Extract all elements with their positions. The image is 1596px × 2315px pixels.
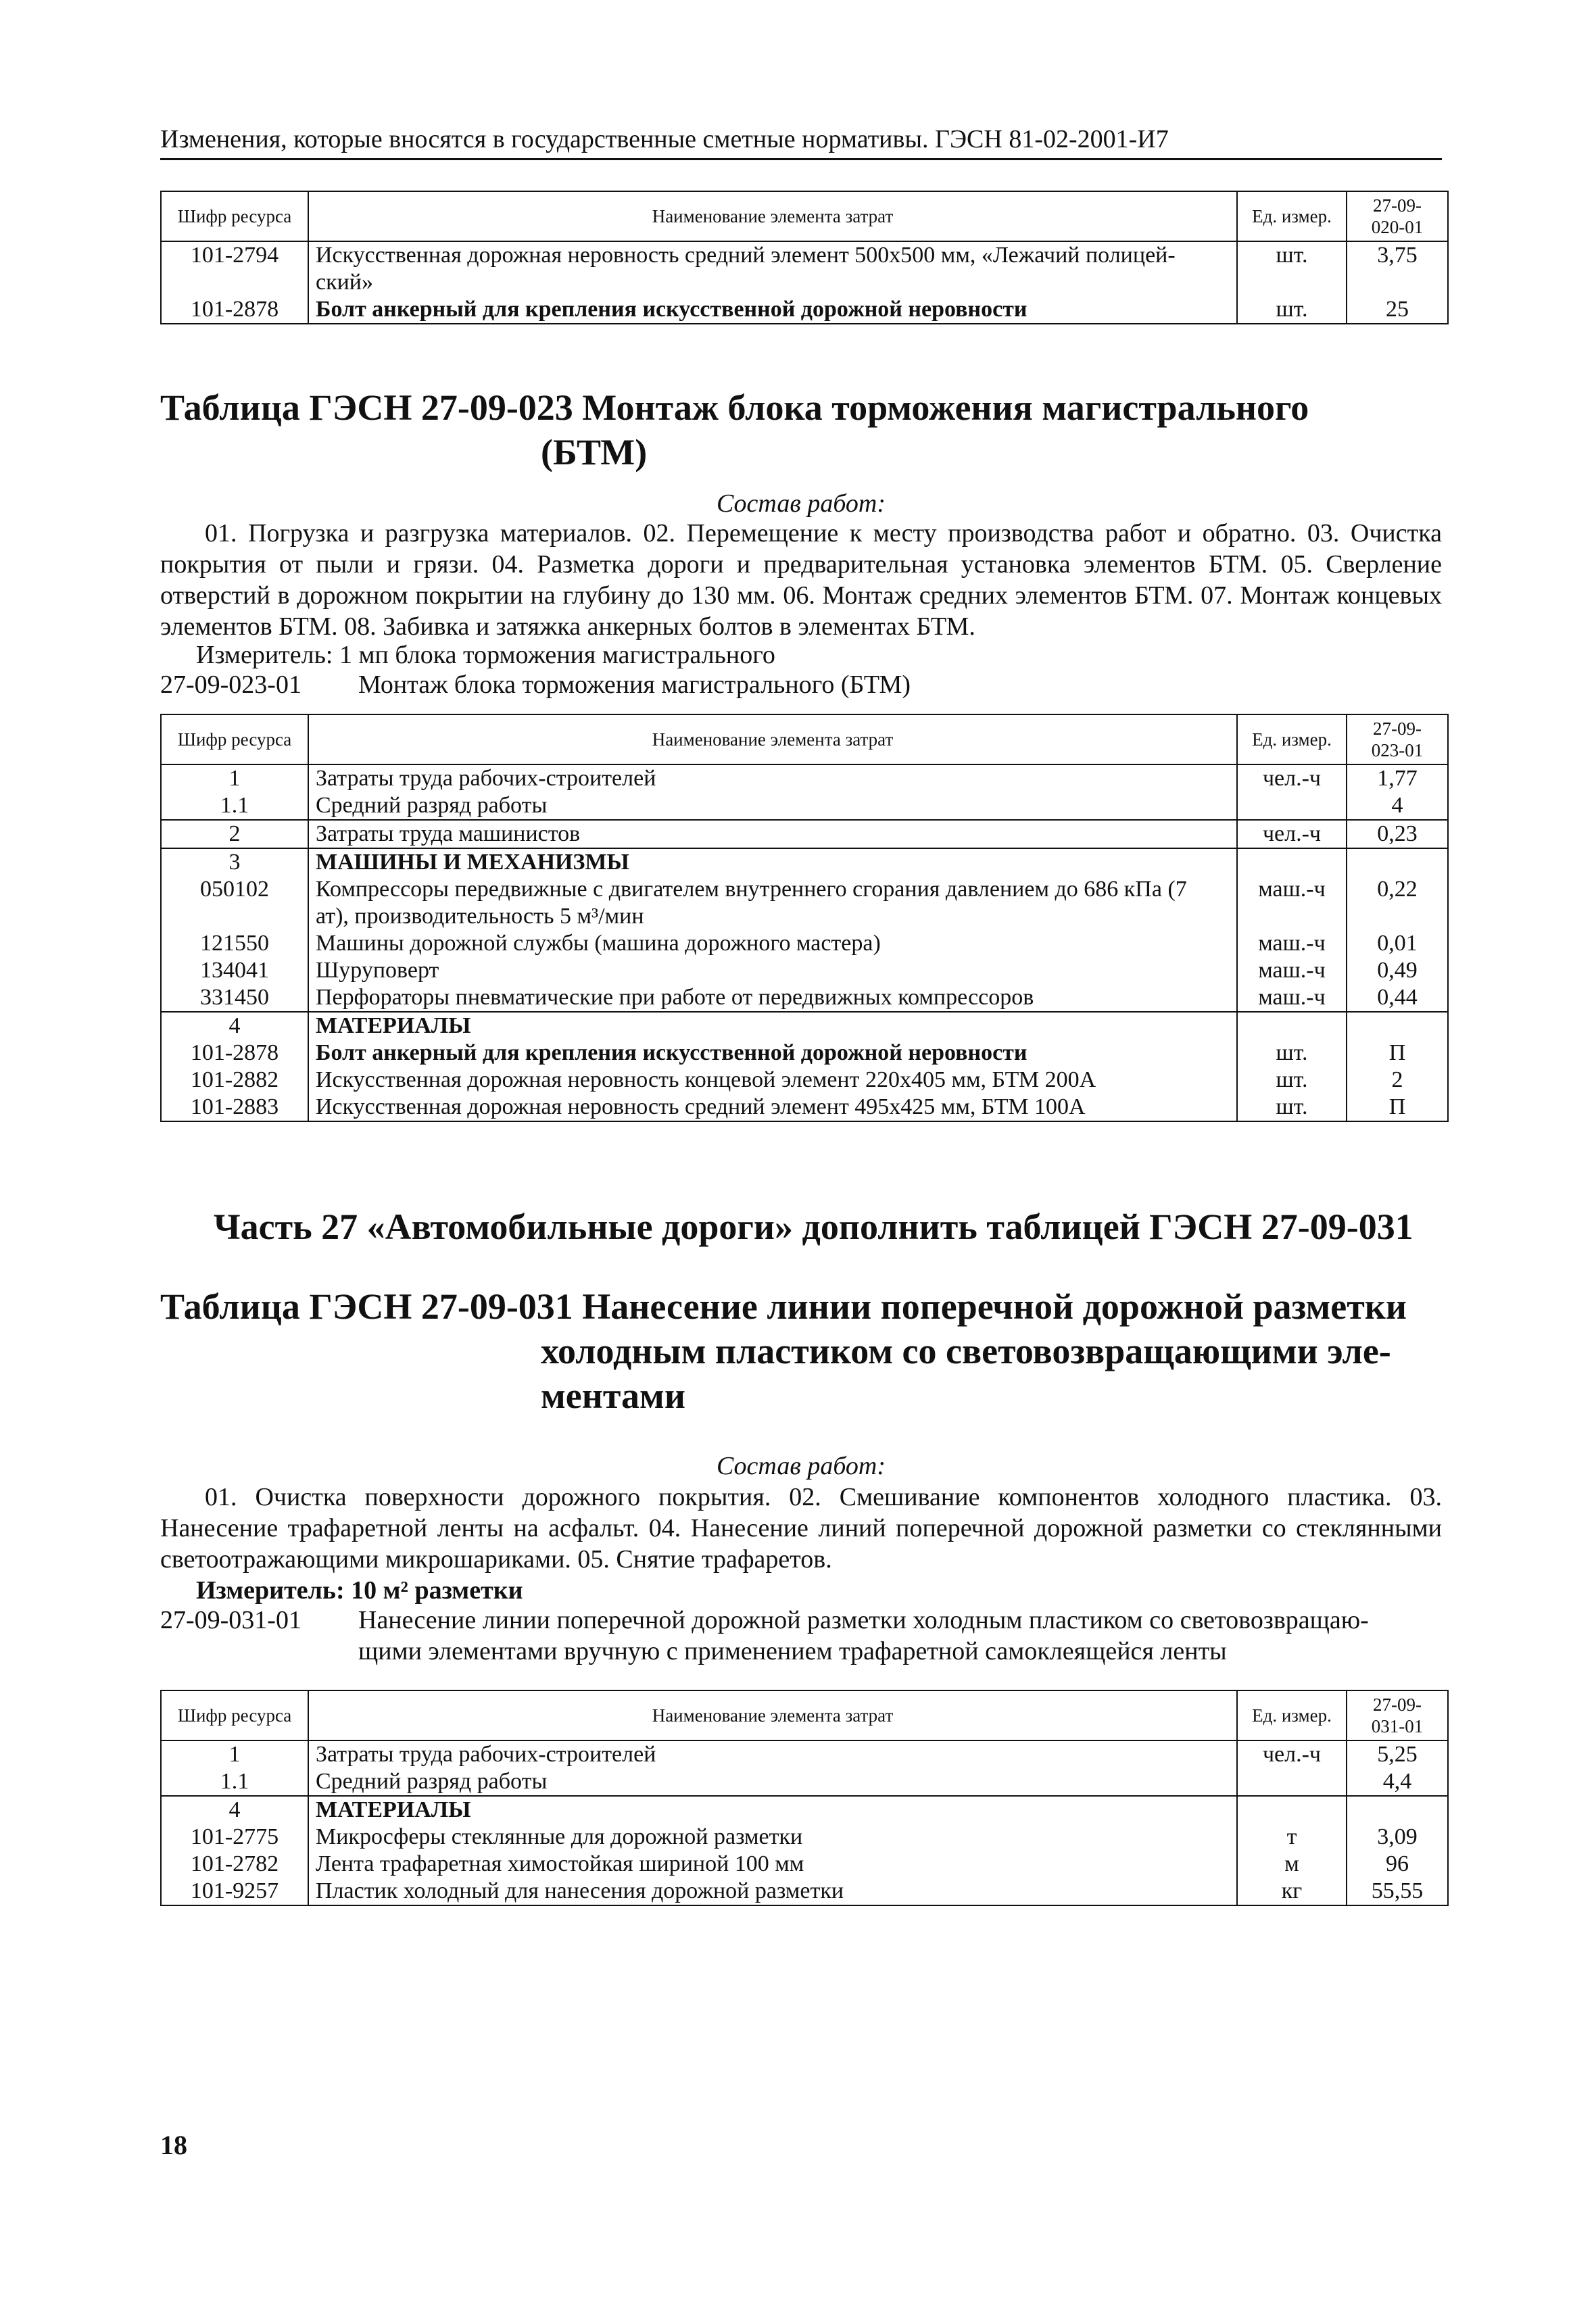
table-row: [161, 1796, 1448, 1824]
col-name-header: Наименование элемента затрат: [308, 714, 1237, 764]
measure-text: Измеритель: 10 м² разметки: [196, 1576, 523, 1605]
norm-name: Монтаж блока торможения магистрального (БТМ): [358, 671, 911, 699]
cell-code: 050102: [161, 876, 308, 903]
section-title-27-09-023-line2: (БТМ): [541, 432, 648, 472]
section-title-27-09-031-line2: холодным пластиком со световозвращающими эле-: [541, 1331, 1391, 1371]
cell-name: Искусственная дорожная неровность концевой элемент 220х405 мм, БТМ 200А: [308, 1067, 1237, 1094]
cell-code: 101-2882: [161, 1067, 308, 1094]
cell-code: [161, 269, 308, 296]
cell-name: Искусственная дорожная неровность средний элемент 500х500 мм, «Лежачий полицей-: [308, 241, 1237, 269]
cell-value: 96: [1347, 1851, 1448, 1878]
cell-name: Затраты труда машинистов: [308, 820, 1237, 848]
cell-name: ский»: [308, 269, 1237, 296]
cell-value: 4,4: [1347, 1768, 1448, 1796]
table-row: [161, 1012, 1448, 1040]
cell-value: 2: [1347, 1067, 1448, 1094]
cell-name: Лента трафаретная химостойкая шириной 100 мм: [308, 1851, 1237, 1878]
table-row: [161, 1094, 1448, 1121]
page-header: Изменения, которые вносятся в государственные сметные нормативы. ГЭСН 81-02-2001-И7: [160, 123, 1442, 160]
cell-name: МАШИНЫ И МЕХАНИЗМЫ: [308, 848, 1237, 876]
table-row: [161, 984, 1448, 1012]
table-header-row: [161, 1690, 1448, 1740]
table-row: [161, 269, 1448, 296]
col-unit-header: Ед. измер.: [1237, 714, 1347, 764]
table-row: [161, 820, 1448, 848]
col-norm-header: 27-09- 023-01: [1347, 714, 1448, 764]
section-title-27-09-031: Таблица ГЭСН 27-09-031 Нанесение линии поперечной дорожной разметки: [160, 1286, 1407, 1327]
cell-value: 4: [1347, 792, 1448, 820]
cell-name: Болт анкерный для крепления искусственной дорожной неровности: [308, 296, 1237, 324]
section-title-27-09-031-line3: ментами: [541, 1375, 685, 1416]
cell-name: Болт анкерный для крепления искусственной дорожной неровности: [308, 1040, 1237, 1067]
table-row: [161, 1824, 1448, 1851]
table-row: [161, 1878, 1448, 1905]
cell-value: 5,25: [1347, 1740, 1448, 1768]
part-heading: Часть 27 «Автомобильные дороги» дополнить таблицей ГЭСН 27-09-031: [214, 1207, 1413, 1247]
cell-code: 101-2883: [161, 1094, 308, 1121]
cell-unit: кг: [1237, 1878, 1347, 1905]
table-header-row: [161, 191, 1448, 241]
cell-code: 331450: [161, 984, 308, 1012]
col-unit-header: Ед. измер.: [1237, 191, 1347, 241]
cell-code: 1: [161, 1740, 308, 1768]
cell-value: П: [1347, 1040, 1448, 1067]
cell-code: 101-2794: [161, 241, 308, 269]
table-row: [161, 1067, 1448, 1094]
col-name-header: Наименование элемента затрат: [308, 191, 1237, 241]
col-code-header: Шифр ресурса: [161, 191, 308, 241]
cell-value: П: [1347, 1094, 1448, 1121]
cell-value: [1347, 848, 1448, 876]
table-row: [161, 1740, 1448, 1768]
cell-unit: шт.: [1237, 1067, 1347, 1094]
cell-unit: чел.-ч: [1237, 820, 1347, 848]
cell-name: Перфораторы пневматические при работе от передвижных компрессоров: [308, 984, 1237, 1012]
cell-name: Пластик холодный для нанесения дорожной разметки: [308, 1878, 1237, 1905]
cell-unit: шт.: [1237, 1094, 1347, 1121]
cell-code: 2: [161, 820, 308, 848]
cell-code: 101-2878: [161, 296, 308, 324]
cell-value: 0,01: [1347, 930, 1448, 957]
resource-table-023-01: [160, 714, 1449, 1122]
table-header-row: [161, 714, 1448, 764]
cell-name: МАТЕРИАЛЫ: [308, 1796, 1237, 1824]
cell-code: 3: [161, 848, 308, 876]
section-title-27-09-023: Таблица ГЭСН 27-09-023 Монтаж блока торможения магистрального: [160, 387, 1309, 428]
cell-code: [161, 903, 308, 930]
norm-code: 27-09-031-01: [160, 1606, 301, 1634]
works-text: 01. Очистка поверхности дорожного покрытия. 02. Смешивание компонентов холодного пластика. 03. Нанесение трафаретной ленты на асфальт. 04. Нанесение линий поперечной дорожной разметки со стеклянными светоотражающими микрошариками. 05. Снятие трафаретов.: [160, 1483, 1442, 1574]
cell-name: Шуруповерт: [308, 957, 1237, 984]
table-row: [161, 241, 1448, 269]
cell-name: Средний разряд работы: [308, 1768, 1237, 1796]
cell-code: 101-2782: [161, 1851, 308, 1878]
cell-value: 3,75: [1347, 241, 1448, 269]
table-row: [161, 1768, 1448, 1796]
measure-text: Измеритель: 1 мп блока торможения магистрального: [196, 641, 775, 669]
table-row: [161, 957, 1448, 984]
col-norm-header: 27-09- 020-01: [1347, 191, 1448, 241]
cell-unit: маш.-ч: [1237, 930, 1347, 957]
cell-unit: чел.-ч: [1237, 764, 1347, 792]
cell-unit: [1237, 903, 1347, 930]
norm-name-line1: Нанесение линии поперечной дорожной разметки холодным пластиком со световозвращаю-: [358, 1606, 1369, 1634]
cell-name: Затраты труда рабочих-строителей: [308, 1740, 1237, 1768]
cell-name: Затраты труда рабочих-строителей: [308, 764, 1237, 792]
cell-unit: маш.-ч: [1237, 876, 1347, 903]
resource-table-020-01: [160, 191, 1449, 324]
works-heading: Состав работ:: [716, 489, 886, 518]
cell-unit: [1237, 1768, 1347, 1796]
cell-unit: шт.: [1237, 296, 1347, 324]
cell-code: 134041: [161, 957, 308, 984]
cell-value: [1347, 903, 1448, 930]
cell-value: [1347, 1012, 1448, 1040]
table-row: [161, 1851, 1448, 1878]
cell-name: Искусственная дорожная неровность средний элемент 495х425 мм, БТМ 100А: [308, 1094, 1237, 1121]
table-row: [161, 1040, 1448, 1067]
cell-value: 0,23: [1347, 820, 1448, 848]
norm-name-line2: щими элементами вручную с применением трафаретной самоклеящейся ленты: [358, 1637, 1227, 1665]
cell-unit: м: [1237, 1851, 1347, 1878]
cell-unit: [1237, 1796, 1347, 1824]
cell-name: ат), производительность 5 м³/мин: [308, 903, 1237, 930]
cell-name: Микросферы стеклянные для дорожной разметки: [308, 1824, 1237, 1851]
works-text: 01. Погрузка и разгрузка материалов. 02. Перемещение к месту производства работ и обратно. 03. Очистка покрытия от пыли и грязи. 04. Разметка дороги и предварительная установка элементов БТМ. 05. Сверление отверстий в дорожном покрытии на глубину до 130 мм. 06. Монтаж средних элементов БТМ. 07. Монтаж концевых элементов БТМ. 08. Забивка и затяжка анкерных болтов в элементах БТМ.: [160, 519, 1442, 641]
cell-code: 101-2775: [161, 1824, 308, 1851]
cell-unit: шт.: [1237, 1040, 1347, 1067]
cell-code: 4: [161, 1012, 308, 1040]
col-code-header: Шифр ресурса: [161, 1690, 308, 1740]
cell-name: Компрессоры передвижные с двигателем внутреннего сгорания давлением до 686 кПа (7: [308, 876, 1237, 903]
table-row: [161, 930, 1448, 957]
resource-table-031-01: [160, 1690, 1449, 1906]
cell-code: 4: [161, 1796, 308, 1824]
cell-value: 55,55: [1347, 1878, 1448, 1905]
cell-value: 1,77: [1347, 764, 1448, 792]
cell-code: 121550: [161, 930, 308, 957]
table-row: [161, 876, 1448, 903]
table-row: [161, 848, 1448, 876]
cell-unit: маш.-ч: [1237, 957, 1347, 984]
cell-code: 101-2878: [161, 1040, 308, 1067]
cell-name: Машины дорожной службы (машина дорожного мастера): [308, 930, 1237, 957]
norm-code: 27-09-023-01: [160, 671, 301, 699]
cell-name: МАТЕРИАЛЫ: [308, 1012, 1237, 1040]
cell-value: [1347, 269, 1448, 296]
cell-name: Средний разряд работы: [308, 792, 1237, 820]
cell-code: 101-9257: [161, 1878, 308, 1905]
col-name-header: Наименование элемента затрат: [308, 1690, 1237, 1740]
cell-unit: [1237, 792, 1347, 820]
col-code-header: Шифр ресурса: [161, 714, 308, 764]
table-row: [161, 764, 1448, 792]
cell-code: 1: [161, 764, 308, 792]
table-row: [161, 792, 1448, 820]
cell-code: 1.1: [161, 1768, 308, 1796]
cell-value: 3,09: [1347, 1824, 1448, 1851]
col-unit-header: Ед. измер.: [1237, 1690, 1347, 1740]
cell-unit: [1237, 269, 1347, 296]
cell-unit: шт.: [1237, 241, 1347, 269]
table-row: [161, 903, 1448, 930]
page-number: 18: [160, 2130, 187, 2160]
cell-unit: чел.-ч: [1237, 1740, 1347, 1768]
cell-value: 0,49: [1347, 957, 1448, 984]
works-heading: Состав работ:: [716, 1452, 886, 1480]
cell-value: 25: [1347, 296, 1448, 324]
cell-unit: [1237, 1012, 1347, 1040]
cell-code: 1.1: [161, 792, 308, 820]
cell-unit: маш.-ч: [1237, 984, 1347, 1012]
cell-value: 0,22: [1347, 876, 1448, 903]
cell-value: 0,44: [1347, 984, 1448, 1012]
cell-unit: т: [1237, 1824, 1347, 1851]
table-row: [161, 296, 1448, 324]
col-norm-header: 27-09- 031-01: [1347, 1690, 1448, 1740]
cell-value: [1347, 1796, 1448, 1824]
cell-unit: [1237, 848, 1347, 876]
